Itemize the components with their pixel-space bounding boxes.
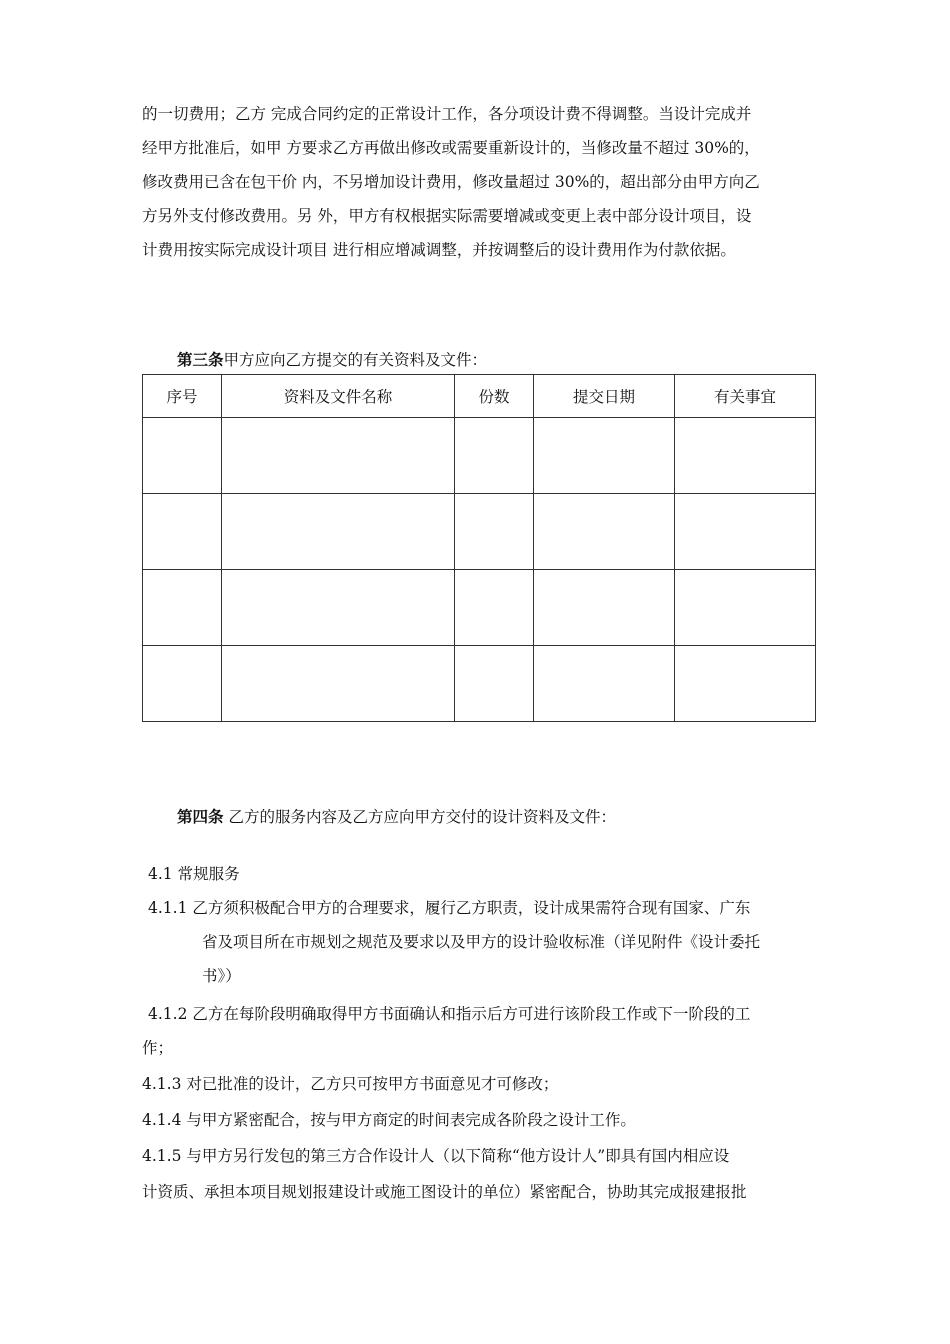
clause-4-1-4: 4.1.4 与甲方紧密配合，按与甲方商定的时间表完成各阶段之设计工作。 [142,1111,636,1129]
header-remarks: 有关事宜 [675,375,816,418]
table-cell [222,570,455,646]
article-4-text: 乙方的服务内容及乙方应向甲方交付的设计资料及文件： [223,808,616,826]
intro-line-5: 计费用按实际完成设计项目 进行相应增减调整，并按调整后的设计费用作为付款依据。 [142,241,736,259]
table-header-row [143,375,816,418]
table-cell [675,570,816,646]
clause-4-1-1-line-1: 4.1.1 乙方须积极配合甲方的合理要求，履行乙方职责，设计成果需符合现有国家、广东 [148,899,751,917]
clause-4-1-3: 4.1.3 对已批准的设计，乙方只可按甲方书面意见才可修改； [142,1075,559,1093]
table-cell [534,570,675,646]
clause-4-1-1-line-3: 书》） [202,967,241,985]
header-index: 序号 [143,375,222,418]
intro-line-1: 的一切费用；乙方 完成合同约定的正常设计工作，各分项设计费不得调整。当设计完成并 [142,105,752,123]
intro-line-3: 修改费用已含在包干价 内，不另增加设计费用，修改量超过 30%的，超出部分由甲方向乙 [142,173,760,191]
table-cell [455,570,534,646]
clause-4-1-2-line-1: 4.1.2 乙方在每阶段明确取得甲方书面确认和指示后方可进行该阶段工作或下一阶段的工 [148,1005,751,1023]
intro-line-4: 方另外支付修改费用。另 外，甲方有权根据实际需要增减或变更上表中部分设计项目，设 [142,207,752,225]
intro-line-2: 经甲方批准后，如甲 方要求乙方再做出修改或需要重新设计的，当修改量不超过 30%的， [142,139,760,157]
header-submit-date: 提交日期 [534,375,675,418]
header-copies: 份数 [455,375,534,418]
table-cell [534,494,675,570]
table-cell [222,418,455,494]
table-cell [675,494,816,570]
clause-4-1: 4.1 常规服务 [148,865,240,883]
table-row [143,646,816,722]
table-cell [143,646,222,722]
table-cell [455,646,534,722]
clause-4-1-2-line-2: 作； [142,1039,174,1057]
article-4-label: 第四条 [177,807,224,826]
table-cell [222,646,455,722]
table-cell [143,418,222,494]
article-3-heading [177,349,487,371]
table-cell [143,570,222,646]
article-4-heading [177,800,616,834]
table-cell [534,418,675,494]
table-row [143,570,816,646]
documents-table [142,374,816,722]
table-cell [675,418,816,494]
article-3-label: 第三条 [177,350,224,369]
table-cell [222,494,455,570]
table-cell [143,494,222,570]
table-cell [675,646,816,722]
header-document-name: 资料及文件名称 [222,375,455,418]
table-row [143,418,816,494]
article-3-text: 甲方应向乙方提交的有关资料及文件： [223,351,488,369]
table-row [143,494,816,570]
clause-4-1-1-line-2: 省及项目所在市规划之规范及要求以及甲方的设计验收标准（详见附件《设计委托 [202,933,761,951]
table-cell [455,494,534,570]
clause-4-1-5-line-2: 计资质、承担本项目规划报建设计或施工图设计的单位）紧密配合，协助其完成报建报批 [142,1183,747,1201]
clause-4-1-5-line-1: 4.1.5 与甲方另行发包的第三方合作设计人（以下简称“他方设计人”即具有国内相应设 [142,1147,730,1165]
table-cell [455,418,534,494]
table-cell [534,646,675,722]
